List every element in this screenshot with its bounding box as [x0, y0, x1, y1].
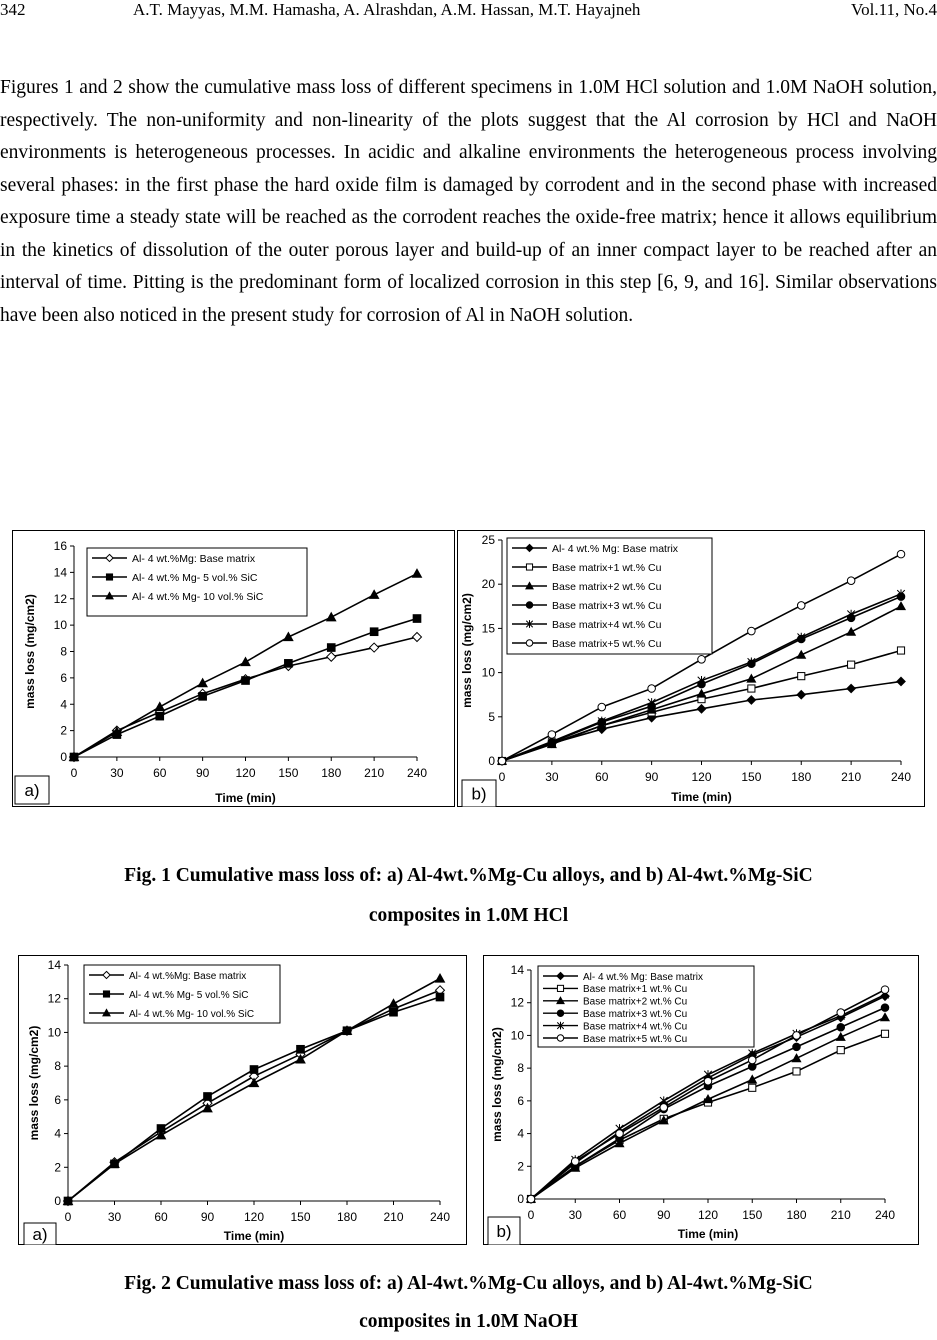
- volume-info: Vol.11, No.4: [851, 0, 937, 19]
- data-point: [297, 1045, 305, 1053]
- data-point: [327, 644, 335, 652]
- data-point: [571, 1158, 579, 1166]
- data-point: [548, 731, 556, 739]
- legend-label: Al- 4 wt.% Mg- 10 vol.% SiC: [129, 1008, 255, 1020]
- data-point: [748, 685, 755, 692]
- figure-1a-chart: [12, 530, 455, 807]
- data-point: [204, 1093, 212, 1101]
- y-tick-label: 14: [53, 565, 67, 580]
- legend-label: Base matrix+1 wt.% Cu: [583, 984, 688, 996]
- y-tick-label: 8: [54, 1059, 61, 1074]
- data-point: [648, 685, 656, 693]
- x-tick-label: 240: [406, 766, 428, 780]
- y-tick-label: 14: [510, 963, 524, 977]
- data-point: [837, 1009, 845, 1017]
- data-point: [616, 1130, 624, 1138]
- x-tick-label: 150: [278, 766, 299, 780]
- x-tick-label: 120: [243, 1210, 265, 1224]
- y-axis-label: mass loss (mg/cm2): [27, 1025, 41, 1141]
- data-point: [793, 1043, 801, 1051]
- legend-marker: [526, 602, 532, 608]
- data-point: [748, 1056, 756, 1064]
- legend-label: Base matrix+3 wt.% Cu: [583, 1009, 688, 1020]
- legend-label: Base matrix+2 wt.% Cu: [552, 580, 662, 593]
- y-tick-label: 4: [60, 697, 67, 712]
- x-axis-label: Time (min): [223, 1229, 285, 1243]
- figure-1-caption-line-2: composites in 1.0M HCl: [368, 905, 569, 926]
- legend-label: Base matrix+4 wt.% Cu: [552, 618, 662, 631]
- y-tick-label: 12: [47, 991, 61, 1006]
- x-tick-label: 60: [612, 1208, 627, 1222]
- figure-1-caption-line-1: Fig. 1 Cumulative mass loss of: a) Al-4wt.%Mg-Cu alloys, and b) Al-4wt.%Mg-SiC: [124, 865, 813, 886]
- legend-label: Al- 4 wt.% Mg: Base matrix: [552, 542, 679, 555]
- x-tick-label: 240: [890, 770, 912, 784]
- y-tick-label: 8: [517, 1061, 524, 1076]
- x-tick-label: 90: [644, 770, 659, 784]
- data-point: [793, 1068, 800, 1075]
- figure-2b-chart: [483, 955, 919, 1245]
- x-tick-label: 30: [568, 1208, 582, 1222]
- x-tick-label: 60: [153, 766, 167, 780]
- y-tick-label: 6: [60, 670, 67, 685]
- data-point: [793, 1032, 801, 1040]
- data-point: [881, 1004, 889, 1012]
- y-axis-label: mass loss (mg/cm2): [23, 594, 37, 709]
- y-tick-label: 2: [60, 723, 67, 738]
- legend: [87, 548, 307, 616]
- x-tick-label: 180: [336, 1210, 358, 1224]
- data-point: [698, 656, 706, 664]
- x-axis-label: Time (min): [671, 790, 732, 804]
- data-point: [250, 1066, 258, 1074]
- data-point: [847, 577, 855, 585]
- legend-label: Al- 4 wt.% Mg: Base matrix: [583, 971, 704, 983]
- panel-label: b): [496, 1222, 512, 1241]
- x-tick-label: 150: [742, 1208, 763, 1222]
- data-point: [897, 647, 904, 654]
- x-tick-label: 0: [527, 1208, 535, 1222]
- x-tick-label: 240: [874, 1208, 896, 1222]
- data-point: [370, 628, 378, 636]
- x-tick-label: 60: [154, 1210, 168, 1224]
- data-point: [527, 1195, 535, 1203]
- data-point: [848, 661, 855, 668]
- data-point: [285, 660, 293, 668]
- y-tick-label: 25: [481, 533, 495, 547]
- x-axis-label: Time (min): [677, 1227, 739, 1241]
- legend-label: Base matrix+2 wt.% Cu: [583, 996, 688, 1008]
- data-point: [837, 1023, 845, 1031]
- panel-label: b): [471, 784, 487, 804]
- data-point: [798, 673, 805, 680]
- data-point: [498, 757, 506, 765]
- y-tick-label: 0: [517, 1192, 524, 1206]
- data-point: [748, 627, 756, 635]
- y-tick-label: 2: [517, 1159, 524, 1174]
- legend-label: Base matrix+3 wt.% Cu: [552, 599, 662, 612]
- legend-marker: [103, 991, 109, 997]
- figure-2-caption-line-2: composites in 1.0M NaOH: [359, 1311, 578, 1332]
- y-tick-label: 20: [481, 577, 495, 592]
- y-tick-label: 12: [510, 995, 524, 1010]
- legend-label: Al- 4 wt.%Mg: Base matrix: [132, 552, 256, 565]
- legend-label: Al- 4 wt.% Mg- 10 vol.% SiC: [132, 590, 264, 603]
- panel-label: a): [24, 781, 40, 800]
- x-tick-label: 120: [697, 1208, 719, 1222]
- legend: [507, 538, 712, 654]
- y-tick-label: 4: [517, 1126, 524, 1141]
- legend-label: Base matrix+4 wt.% Cu: [583, 1021, 688, 1033]
- figure-2a-chart: [18, 955, 467, 1245]
- y-tick-label: 10: [510, 1028, 524, 1043]
- x-tick-label: 180: [791, 770, 812, 784]
- legend: [84, 965, 280, 1023]
- y-tick-label: 8: [60, 644, 67, 659]
- legend-marker: [106, 574, 112, 580]
- y-tick-label: 16: [53, 539, 67, 553]
- legend-marker: [526, 564, 532, 570]
- x-tick-label: 150: [290, 1210, 311, 1224]
- legend-label: Base matrix+1 wt.% Cu: [552, 561, 662, 574]
- x-tick-label: 0: [498, 770, 506, 784]
- x-axis-label: Time (min): [215, 791, 276, 805]
- legend-label: Al- 4 wt.% Mg- 5 vol.% SiC: [129, 989, 249, 1001]
- figure-2-caption-line-1: Fig. 2 Cumulative mass loss of: a) Al-4wt.%Mg-Cu alloys, and b) Al-4wt.%Mg-SiC: [124, 1273, 813, 1294]
- y-tick-label: 4: [54, 1126, 61, 1141]
- data-point: [837, 1047, 844, 1054]
- x-tick-label: 180: [321, 766, 342, 780]
- data-point: [199, 693, 207, 701]
- x-tick-label: 30: [110, 766, 124, 780]
- x-tick-label: 0: [64, 1210, 72, 1224]
- x-tick-label: 90: [200, 1210, 215, 1224]
- y-tick-label: 5: [488, 709, 495, 724]
- x-tick-label: 30: [545, 770, 559, 784]
- x-tick-label: 90: [195, 766, 210, 780]
- page-header: [0, 0, 937, 22]
- y-tick-label: 14: [47, 958, 61, 972]
- x-tick-label: 120: [235, 766, 256, 780]
- x-tick-label: 210: [841, 770, 862, 784]
- y-tick-label: 12: [53, 591, 67, 606]
- y-tick-label: 10: [481, 665, 495, 680]
- y-tick-label: 0: [488, 754, 495, 768]
- x-tick-label: 210: [830, 1208, 851, 1222]
- x-tick-label: 240: [429, 1210, 451, 1224]
- y-tick-label: 0: [60, 750, 67, 764]
- y-tick-label: 15: [481, 621, 495, 636]
- x-tick-label: 180: [786, 1208, 807, 1222]
- x-tick-label: 150: [741, 770, 762, 784]
- data-point: [881, 986, 889, 994]
- body-paragraph: Figures 1 and 2 show the cumulative mass loss of different specimens in 1.0M HCl solution and 1.0M NaOH solution, respectively. The non-uniformity and non-linearity of the plots suggest that the Al corrosion by HCl and NaOH environments is heterogeneous processes. In acidic and alkaline environments the heterogeneous process involving several phases: in the first phase the hard oxide film is damaged by corrodent and in the second phase with increased exposure time a steady state will be reached as the corrodent reaches the oxide-free matrix; hence it allows equilibrium in the kinetics of dissolution of the outer porous layer and build-up of an inner compact layer to be reached after an interval of time. Pitting is the predominant form of localized corrosion in this step [6, 9, and 16]. Similar observations have been also noticed in the present study for corrosion of Al in NaOH solution.: [0, 77, 937, 326]
- x-tick-label: 210: [364, 766, 385, 780]
- x-tick-label: 0: [70, 766, 78, 780]
- legend-marker: [557, 1035, 563, 1041]
- legend: [538, 966, 754, 1047]
- panel-label: a): [32, 1225, 48, 1244]
- y-tick-label: 10: [47, 1025, 61, 1040]
- data-point: [897, 550, 905, 558]
- data-point: [598, 703, 606, 711]
- x-tick-label: 90: [657, 1208, 671, 1222]
- x-tick-label: 30: [107, 1210, 122, 1224]
- data-point: [413, 615, 421, 623]
- data-point: [390, 1008, 398, 1016]
- x-tick-label: 120: [691, 770, 712, 784]
- data-point: [436, 993, 444, 1001]
- y-tick-label: 10: [53, 618, 67, 633]
- y-axis-label: mass loss (mg/cm2): [460, 593, 474, 708]
- legend-label: Al- 4 wt.%Mg: Base matrix: [129, 970, 247, 982]
- legend-label: Al- 4 wt.% Mg- 5 vol.% SiC: [132, 571, 258, 584]
- running-authors: A.T. Mayyas, M.M. Hamasha, A. Alrashdan, A.M. Hassan, M.T. Hayajneh: [133, 0, 641, 19]
- legend-label: Base matrix+5 wt.% Cu: [583, 1033, 688, 1045]
- y-tick-label: 6: [54, 1092, 61, 1107]
- data-point: [156, 712, 164, 720]
- legend-box: [507, 538, 712, 654]
- y-tick-label: 0: [54, 1194, 61, 1208]
- data-point: [242, 677, 250, 685]
- data-point: [749, 1084, 756, 1091]
- y-tick-label: 2: [54, 1160, 61, 1175]
- legend-marker: [557, 985, 563, 991]
- figure-1b-chart: [457, 530, 925, 807]
- legend-marker: [526, 640, 532, 646]
- x-tick-label: 210: [383, 1210, 404, 1224]
- data-point: [797, 602, 805, 610]
- legend-label: Base matrix+5 wt.% Cu: [552, 637, 662, 650]
- data-point: [660, 1104, 668, 1112]
- data-point: [881, 1030, 888, 1037]
- y-axis-label: mass loss (mg/cm2): [490, 1027, 504, 1142]
- x-tick-label: 60: [595, 770, 609, 784]
- y-tick-label: 6: [517, 1093, 524, 1108]
- page-number: 342: [0, 0, 26, 19]
- legend-marker: [557, 1010, 563, 1016]
- data-point: [704, 1077, 712, 1085]
